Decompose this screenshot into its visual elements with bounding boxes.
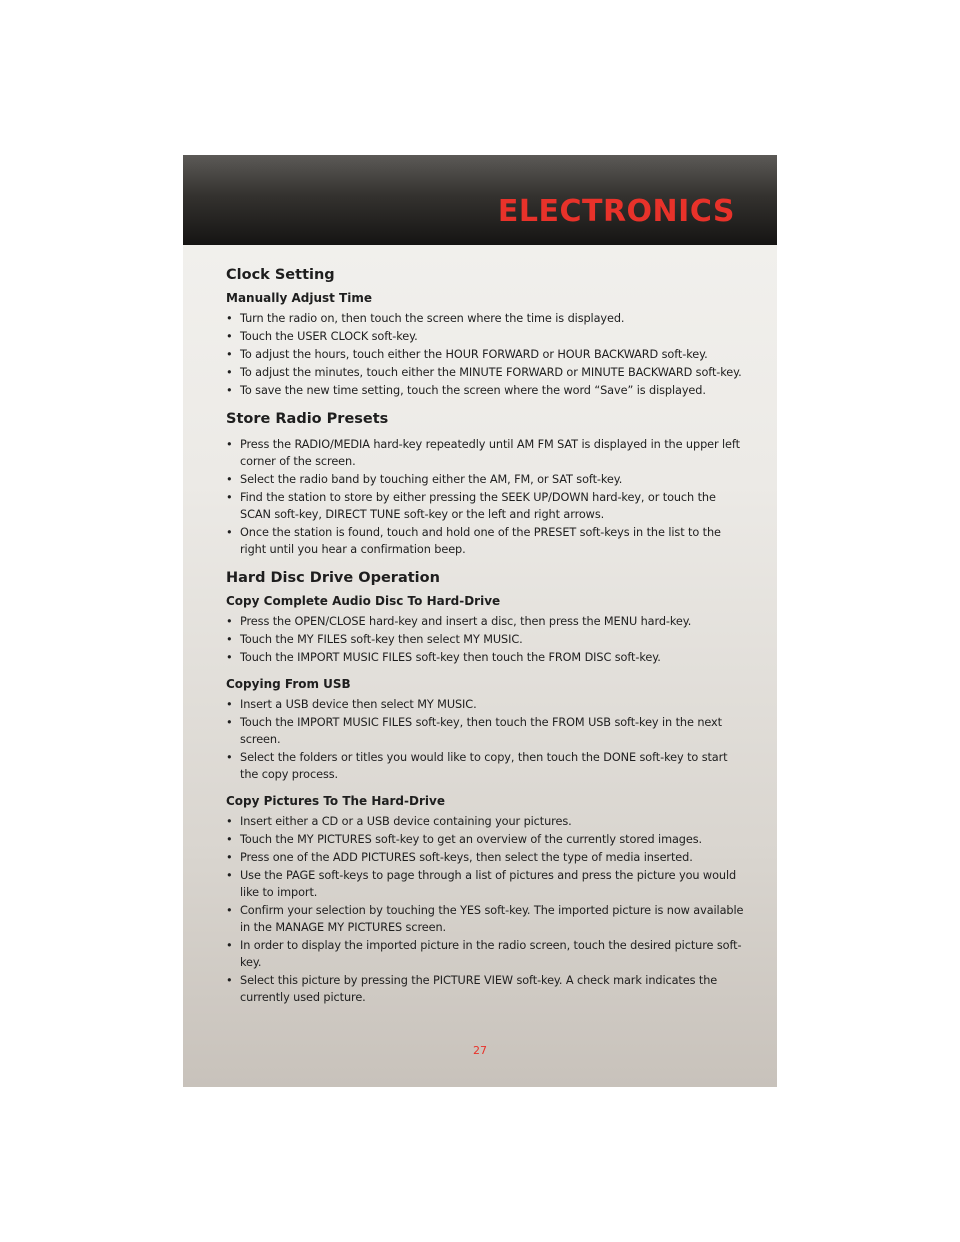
list-item: • Select the folders or titles you would like to copy, then touch the DONE soft-key to start the copy process. <box>226 749 746 783</box>
list-item: • Select the radio band by touching either the AM, FM, or SAT soft-key. <box>226 471 746 488</box>
section-clock-setting <box>226 267 746 399</box>
list-item: • To save the new time setting, touch the screen where the word “Save” is displayed. <box>226 382 746 399</box>
bullet-list <box>226 310 746 399</box>
list-item: • Press the RADIO/MEDIA hard-key repeatedly until AM FM SAT is displayed in the upper left corner of the screen. <box>226 436 746 470</box>
list-item: • Touch the MY PICTURES soft-key to get an overview of the currently stored images. <box>226 831 746 848</box>
bullet-list <box>226 696 746 783</box>
list-item: • Use the PAGE soft-keys to page through a list of pictures and press the picture you would like to import. <box>226 867 746 901</box>
section-heading: Clock Setting <box>226 267 335 283</box>
list-item: • Touch the IMPORT MUSIC FILES soft-key, then touch the FROM USB soft-key in the next screen. <box>226 714 746 748</box>
list-item: • Press the OPEN/CLOSE hard-key and insert a disc, then press the MENU hard-key. <box>226 613 746 630</box>
page-number: 27 <box>473 1044 487 1057</box>
section-heading: Store Radio Presets <box>226 411 389 428</box>
list-item: • Turn the radio on, then touch the screen where the time is displayed. <box>226 310 746 327</box>
bullet-list <box>226 613 746 666</box>
list-item: • Once the station is found, touch and hold one of the PRESET soft-keys in the list to the right until you hear a confirmation beep. <box>226 524 746 558</box>
section-header-bar <box>183 155 777 245</box>
list-item: • Confirm your selection by touching the YES soft-key. The imported picture is now available in the MANAGE MY PICTURES screen. <box>226 902 746 936</box>
section-store-radio-presets <box>226 411 746 557</box>
subsection-heading: Copy Pictures To The Hard-Drive <box>226 794 445 809</box>
subsection-heading: Manually Adjust Time <box>226 291 372 306</box>
list-item: • Select this picture by pressing the PICTURE VIEW soft-key. A check mark indicates the currently used picture. <box>226 972 746 1006</box>
subsection-heading: Copying From USB <box>226 677 351 692</box>
list-item: • Press one of the ADD PICTURES soft-keys, then select the type of media inserted. <box>226 849 746 866</box>
subsection-copying-from-usb <box>226 677 746 783</box>
page-content <box>226 267 746 1018</box>
manual-page <box>183 155 777 1087</box>
list-item: • Touch the IMPORT MUSIC FILES soft-key then touch the FROM DISC soft-key. <box>226 649 746 666</box>
bullet-list <box>226 436 746 558</box>
bullet-list <box>226 813 746 1006</box>
list-item: • Insert a USB device then select MY MUSIC. <box>226 696 746 713</box>
subsection-copy-pictures <box>226 794 746 1006</box>
section-heading: Hard Disc Drive Operation <box>226 569 440 586</box>
subsection-manually-adjust-time <box>226 291 746 399</box>
section-title: ELECTRONICS <box>497 194 735 229</box>
list-item: • To adjust the hours, touch either the HOUR FORWARD or HOUR BACKWARD soft-key. <box>226 346 746 363</box>
list-item: • Touch the USER CLOCK soft-key. <box>226 328 746 345</box>
list-item: • Find the station to store by either pressing the SEEK UP/DOWN hard-key, or touch the SCAN soft-key, DIRECT TUNE soft-key or the left and right arrows. <box>226 489 746 523</box>
subsection-copy-audio-disc <box>226 594 746 666</box>
list-item: • Insert either a CD or a USB device containing your pictures. <box>226 813 746 830</box>
section-hard-disc-drive-operation <box>226 570 746 1006</box>
list-item: • Touch the MY FILES soft-key then select MY MUSIC. <box>226 631 746 648</box>
subsection-heading: Copy Complete Audio Disc To Hard-Drive <box>226 594 501 609</box>
list-item: • In order to display the imported picture in the radio screen, touch the desired picture soft-key. <box>226 937 746 971</box>
list-item: • To adjust the minutes, touch either the MINUTE FORWARD or MINUTE BACKWARD soft-key. <box>226 364 746 381</box>
